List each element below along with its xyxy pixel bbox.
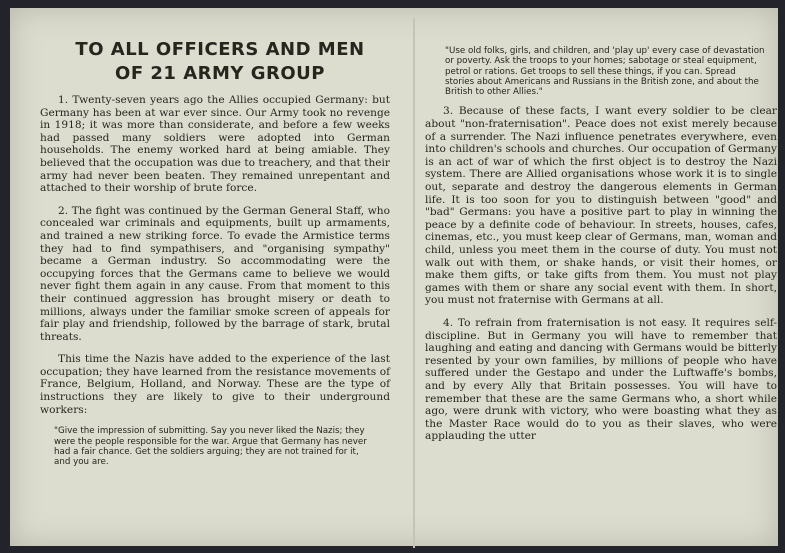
underground-instructions-quote-part2: "Use old folks, girls, and children, and 'play up' every case of devastation or poverty. Ask the troops to your homes; sabotage or steal equipment, petrol or rations. Get troops to sell these things, if you can. Spread stories about Americans and Russians in the British zone, and about the British to other Allies.": [445, 46, 765, 98]
paragraph-3: 3. Because of these facts, I want every soldier to be clear about "non-fraternisation". Peace does not exist merely because of a surrender. The Nazi influence penetrates everywhere, even into children's schools and churches. Our occupation of Germany is an act of war of which the first object is to destroy the Nazi system. There are Allied organisations whose work it is to single out, separate and destroy the dangerous elements in German life. It is too soon for you to distinguish between "good" and "bad" Germans: you have a positive part to play in winning the peace by a definite code of behaviour. In streets, houses, cafes, cinemas, etc., you must keep clear of Germans, man, woman and child, unless you meet them in the course of duty. You must not walk out with them, or shake hands, or visit their homes, or make them gifts, or take gifts from them. You must not play games with them or share any social event with them. In short, you must not fraternise with Germans at all.: [425, 105, 777, 307]
page-title: [50, 38, 390, 86]
leaflet-sheet: [10, 8, 778, 546]
underground-instructions-quote-part1: "Give the impression of submitting. Say you never liked the Nazis; they were the people responsible for the war. Argue that Germany has never had a fair chance. Get the soldiers arguing; they are not trained for it, and you are.: [54, 426, 367, 468]
center-fold: [413, 18, 415, 548]
right-page: [425, 8, 777, 453]
title-line-1: TO ALL OFFICERS AND MEN: [75, 39, 365, 60]
title-line-2: OF 21 ARMY GROUP: [115, 63, 325, 84]
paragraph-4: 4. To refrain from fraternisation is not easy. It requires self-discipline. But in Germany you will have to remember that laughing and eating and dancing with Germans would be bitterly resented by your own families, by millions of people who have suffered under the Gestapo and under the Luftwaffe's bombs, and by every Ally that Britain possesses. You will have to remember that these are the same Germans who, a short while ago, were drunk with victory, who were boasting what they as the Master Race would do to you as their slaves, who were applauding the utter: [425, 316, 777, 443]
paragraph-1: 1. Twenty-seven years ago the Allies occupied Germany: but Germany has been at war ever since. Our Army took no revenge in 1918; it was more than considerate, and before a few weeks had passed many soldiers were adopted into German households. The enemy worked hard at being amiable. They believed that the occupation was due to treachery, and that their army had never been beaten. They remained unrepentant and attached to their worship of brute force.: [40, 94, 390, 195]
left-page: [40, 8, 390, 467]
paragraph-2: 2. The fight was continued by the German General Staff, who concealed war criminals and equipments, built up armaments, and trained a new striking force. To evade the Armistice terms they had to find sympathisers, and "organising sympathy" became a German industry. So accommodating were the occupying forces that the Germans came to believe we would never fight them again in any cause. From that moment to this their continued aggression has brought misery or death to millions, always under the familiar smoke screen of appeals for fair play and friendship, followed by the barrage of stark, brutal threats.: [40, 204, 390, 343]
paragraph-nazi-experience: This time the Nazis have added to the experience of the last occupation; they have learned from the resistance movements of France, Belgium, Holland, and Norway. These are the type of instructions they are likely to give to their underground workers:: [40, 353, 390, 416]
